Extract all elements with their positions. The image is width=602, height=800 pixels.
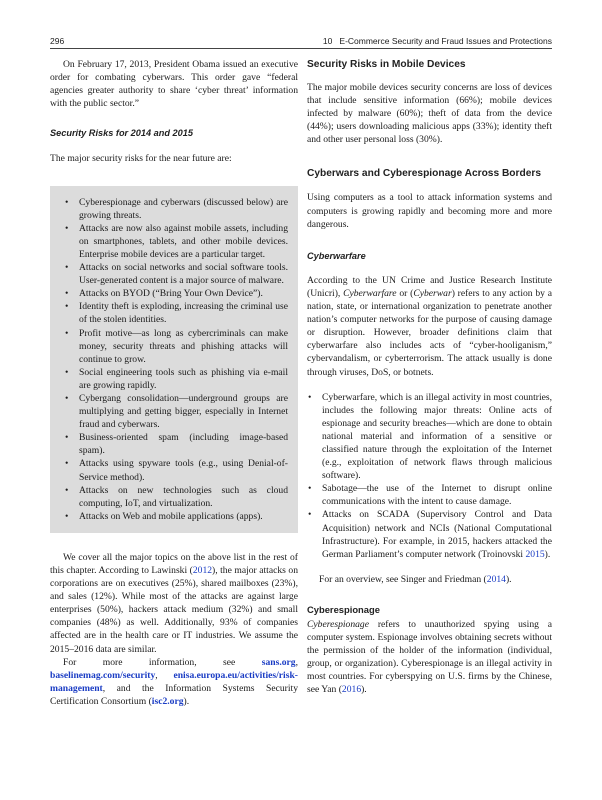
list-item: • Cyberwarfare, which is an illegal activity in most countries, includes the following major threats: Online acts of espionage and security breaches—which are done to obtain national material and information of a sensitive or classified nature through the exploitation of the Internet (e.g., exploitation of network flaws through malicious software). [307,391,552,483]
heading-mobile-security-risks: Security Risks in Mobile Devices [307,59,466,70]
risk-list-item: • Identity theft is exploding, increasing the criminal use of the stolen identities. [64,300,288,326]
risk-list-item: • Cybergang consolidation—underground groups are multiplying and getting bigger, especially in Internet fraud and cyberwars. [64,392,288,431]
right-column [307,58,552,697]
page-number: 296 [50,36,65,46]
risk-list-item: • Attacks on BYOD (“Bring Your Own Device”). [64,287,288,300]
cyberwarfare-threats-list [307,391,552,561]
link-baselinemag-security[interactable]: baselinemag.com/security [50,669,156,681]
risk-list-item: • Attacks on social networks and social software tools. User-generated content is a major source of malware. [64,261,288,287]
more-info-paragraph: For more information, see sans.org, baselinemag.com/security, enisa.europa.eu/activities/risk-management, and the Information Systems Security Certification Consortium (isc2.org). [50,656,298,707]
header-rule [50,48,552,49]
risks-lead-text: The major security risks for the near future are: [50,153,232,165]
left-column [50,58,298,708]
running-title: 10 E-Commerce Security and Fraud Issues and Protections [322,36,552,46]
cyberwars-paragraph: Using computers as a tool to attack information systems and computers is growing rapidly and becoming more and more dangerous. [307,192,552,230]
overview-paragraph: For an overview, see Singer and Friedman (2014). [319,573,512,585]
heading-cyberwars-cyberespionage: Cyberwars and Cyberespionage Across Borders [307,168,542,180]
cyberespionage-paragraph: Cyberespionage refers to unauthorized spying using a computer system. Espionage involves obtaining secrets without the permission of the holder of the information (individual, group, or organization). Cyberespionage is an illegal activity in most countries. For cyberspying on U.S. firms by the Chinese, see Yan (2016). [307,619,552,696]
risk-list-item: • Attacks using spyware tools (e.g., using Denial-of-Service method). [64,457,288,483]
link-sans-org[interactable]: sans.org [261,656,296,668]
heading-cyberwarfare: Cyberwarfare [307,250,366,261]
attacks-paragraph: We cover all the major topics on the above list in the rest of this chapter. According to Lawinski (2012), the major attacks on corporations are on executives (25%), shared mailboxes (23%), and sales (12%). While most of the attacks are against large enterprises (50%), hackers attack medium (32%) and small companies (48%) as well. Additionally, 93% of companies affected are in the health care or IT industries. We assume the 2015–2016 data are similar. [50,551,298,655]
risks-list [64,196,288,523]
citation-lawinski-2012[interactable]: 2012 [192,565,213,576]
risks-box [50,186,298,533]
risk-list-item: • Social engineering tools such as phishing via e-mail are growing rapidly. [64,366,288,392]
risk-list-item: • Profit motive—as long as cybercriminals can make money, security threats and phishing attacks will continue to grow. [64,327,288,366]
heading-security-risks-2014-2015: Security Risks for 2014 and 2015 [50,128,193,139]
risk-list-item: • Cyberespionage and cyberwars (discussed below) are growing threats. [64,196,288,222]
running-header [50,34,552,50]
link-isc2-org[interactable]: isc2.org [151,695,184,707]
risk-list-item: • Business-oriented spam (including image-based spam). [64,431,288,457]
risk-list-item: • Attacks are now also against mobile assets, including on smartphones, tablets, and other mobile devices. Enterprise mobile devices are a particular target. [64,222,288,261]
citation-troinovski-2015[interactable]: 2015 [525,548,545,560]
mobile-risks-paragraph: The major mobile devices security concerns are loss of devices that include sensitive information (66%); mobile devices infected by malware (60%); theft of data from the device (44%); users downloading malicious apps (33%); identity theft and other user personal loss (30%). [307,82,552,146]
risk-list-item: • Attacks on Web and mobile applications (apps). [64,510,288,523]
list-item: • Sabotage—the use of the Internet to disrupt online communications with the intent to cause damage. [307,482,552,508]
intro-paragraph: On February 17, 2013, President Obama issued an executive order for combating cyberwars. This order gave “federal agencies greater authority to share ‘cyber threat’ information with the public sector.” [50,59,298,110]
link-enisa-risk-management[interactable]: enisa.europa.eu/activities/risk-management [50,669,298,694]
citation-yan-2016[interactable]: 2016 [341,684,362,696]
risk-list-item: • Attacks on new technologies such as cloud computing, IoT, and virtualization. [64,484,288,510]
list-item: • Attacks on SCADA (Supervisory Control and Data Acquisition) network and NCIs (National Computational Infrastructure). For example, in 2015, hackers attacked the German Parliament’s computer network (Troinovski 2015). [307,508,552,560]
citation-singer-friedman-2014[interactable]: 2014 [486,573,506,585]
cyberwarfare-definition: According to the UN Crime and Justice Research Institute (Unicri), Cyberwarfare or (Cyberwar) refers to any action by a nation, state, or international organization to penetrate another nation’s computer networks for the purpose of causing damage or disruption. However, broader definitions claim that cyberwarfare also includes acts of “cyber-hooliganism,” cybervandalism, or cyberterrorism. The attack usually is done through viruses, DoS, or botnets. [307,274,552,378]
heading-cyberespionage: Cyberespionage [307,603,380,615]
